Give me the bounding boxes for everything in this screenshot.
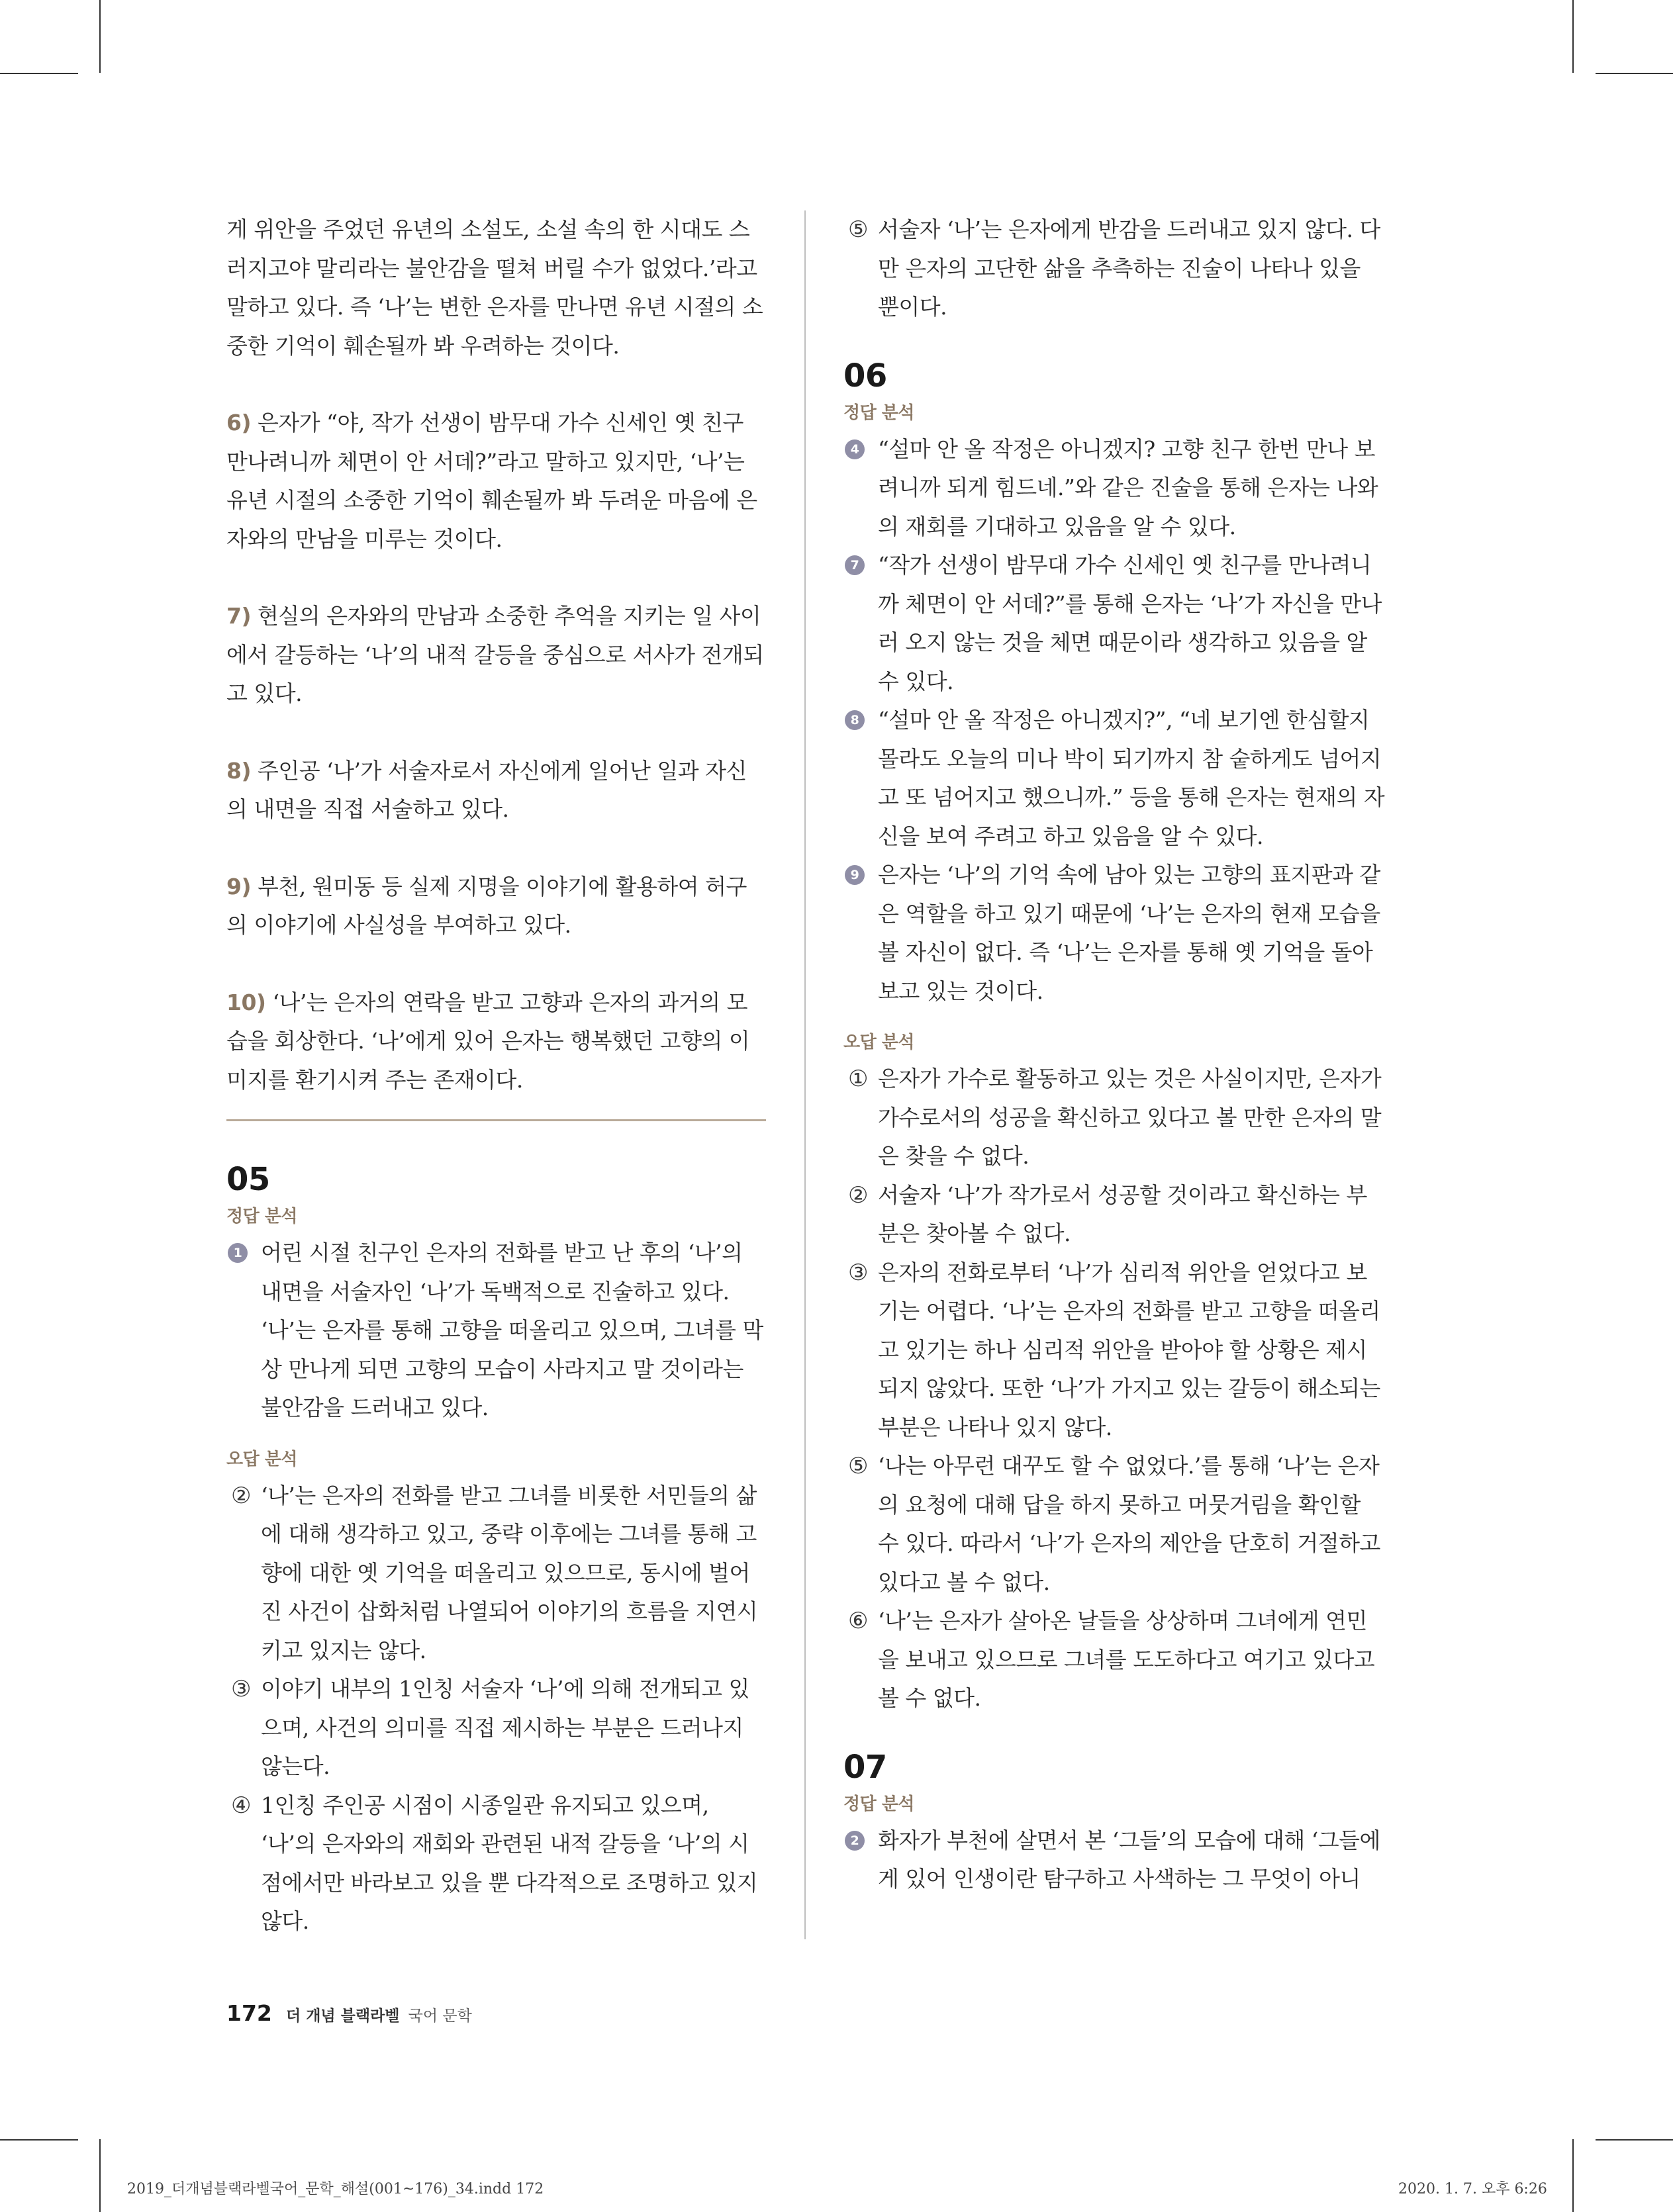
answer-item	[843, 1821, 1386, 1899]
question-number: 7)	[226, 603, 252, 629]
question-number: 8)	[226, 757, 252, 784]
answer-item	[843, 1176, 1386, 1254]
imprint-filename: 2019_더개념블랙라벨국어_문학_해설(001~176)_34.indd 172	[127, 2181, 544, 2197]
answer-marker-icon: 4	[845, 439, 865, 459]
answer-paragraph	[226, 404, 766, 559]
crop-mark	[1572, 0, 1574, 73]
answer-text: “작가 선생이 밤무대 가수 신세인 옛 친구를 만나려니까 체면이 안 서데?”를 통해 은자는 ‘나’가 자신을 만나러 오지 않는 것을 체면 때문이라 생각하고 있음을 알 수 있다.	[878, 552, 1382, 694]
answer-text: “설마 안 올 작정은 아니겠지? 고향 친구 한번 만나 보려니까 되게 힘드네.”와 같은 진술을 통해 은자는 나와의 재회를 기대하고 있음을 알 수 있다.	[878, 436, 1378, 539]
book-subject: 국어 문학	[408, 2007, 472, 2025]
answer-text: 1인칭 주인공 시점이 시종일관 유지되고 있으며, ‘나’의 은자와의 재회와 관련된 내적 갈등을 ‘나’의 시점에서만 바라보고 있을 뿐 다각적으로 조명하고 있지 않다.	[261, 1792, 758, 1934]
section-divider	[226, 1119, 766, 1121]
paragraph-text: 게 위안을 주었던 유년의 소설도, 소설 속의 한 시대도 스러지고야 말리라는 불안감을 떨쳐 버릴 수가 없었다.’라고 말하고 있다. 즉 ‘나’는 변한 은자를 만나면 유년 시절의 소중한 기억이 훼손될까 봐 우려하는 것이다.	[226, 216, 763, 359]
answer-item	[843, 430, 1386, 547]
answer-text: 은자가 가수로 활동하고 있는 것은 사실이지만, 은자가 가수로서의 성공을 확신하고 있다고 볼 만한 은자의 말은 찾을 수 없다.	[878, 1066, 1382, 1169]
answer-item	[843, 1602, 1386, 1718]
section-number: 07	[843, 1748, 887, 1786]
answer-text: “설마 안 올 작정은 아니겠지?”, “네 보기엔 한심할지 몰라도 오늘의 미나 박이 되기까지 참 숱하게도 넘어지고 또 넘어지고 했으니까.” 등을 통해 은자는 현재의 자신을 보여 주려고 하고 있음을 알 수 있다.	[878, 707, 1385, 849]
answer-text: 서술자 ‘나’는 은자에게 반감을 드러내고 있지 않다. 다만 은자의 고단한 삶을 추측하는 진술이 나타나 있을 뿐이다.	[878, 216, 1380, 320]
choice-number: ⑤	[848, 1453, 868, 1479]
answer-marker-icon: 9	[845, 865, 865, 885]
choice-number: ③	[231, 1676, 251, 1702]
choice-number: ⑥	[848, 1608, 868, 1634]
answer-text: ‘나’는 은자의 전화를 받고 그녀를 비롯한 서민들의 삶에 대해 생각하고 있고, 중략 이후에는 그녀를 통해 고향에 대한 옛 기억을 떠올리고 있으므로, 동시에 벌어진 사건이 삽화처럼 나열되어 이야기의 흐름을 지연시키고 있지는 않다.	[261, 1482, 758, 1663]
paragraph-text: 현실의 은자와의 만남과 소중한 추억을 지키는 일 사이에서 갈등하는 ‘나’의 내적 갈등을 중심으로 서사가 전개되고 있다.	[226, 603, 764, 706]
answer-paragraph	[226, 752, 766, 829]
crop-mark	[1596, 2139, 1673, 2141]
correct-analysis-label: 정답 분석	[843, 402, 915, 423]
answer-text: 은자는 ‘나’의 기억 속에 남아 있는 고향의 표지판과 같은 역할을 하고 있기 때문에 ‘나’는 은자의 현재 모습을 볼 자신이 없다. 즉 ‘나’는 은자를 통해 옛 기억을 돌아보고 있는 것이다.	[878, 862, 1380, 1004]
crop-mark	[0, 2139, 78, 2141]
answer-marker-icon: 2	[845, 1831, 865, 1851]
paragraph-text: 부천, 원미동 등 실제 지명을 이야기에 활용하여 허구의 이야기에 사실성을 부여하고 있다.	[226, 873, 747, 938]
wrong-analysis-label: 오답 분석	[843, 1033, 915, 1052]
answer-item	[226, 1234, 766, 1428]
crop-mark	[99, 0, 101, 73]
paragraph-text: 주인공 ‘나’가 서술자로서 자신에게 일어난 일과 자신의 내면을 직접 서술하고 있다.	[226, 757, 747, 822]
choice-number: ③	[848, 1259, 868, 1286]
page-number: 172	[226, 2000, 272, 2026]
answer-item	[843, 1447, 1386, 1602]
correct-analysis-label: 정답 분석	[843, 1794, 915, 1814]
answer-paragraph	[226, 984, 766, 1100]
answer-text: ‘나는 아무런 대꾸도 할 수 없었다.’를 통해 ‘나’는 은자의 요청에 대해 답을 하지 못하고 머뭇거림을 확인할 수 있다. 따라서 ‘나’가 은자의 제안을 단호히 거절하고 있다고 볼 수 없다.	[878, 1453, 1380, 1595]
wrong-analysis-label: 오답 분석	[226, 1449, 298, 1469]
answer-item	[843, 701, 1386, 856]
answer-item	[226, 1477, 766, 1671]
choice-number: ④	[231, 1792, 251, 1819]
column-divider	[804, 210, 806, 1939]
answer-item	[843, 856, 1386, 1011]
answer-text: 이야기 내부의 1인칭 서술자 ‘나’에 의해 전개되고 있으며, 사건의 의미를 직접 제시하는 부분은 드러나지 않는다.	[261, 1676, 749, 1779]
answer-item	[843, 546, 1386, 701]
section-number: 06	[843, 357, 887, 394]
answer-item	[843, 1254, 1386, 1448]
crop-mark	[1596, 73, 1673, 74]
paragraph-text: 은자가 “야, 작가 선생이 밤무대 가수 신세인 옛 친구 만나려니까 체면이 안 서데?”라고 말하고 있지만, ‘나’는 유년 시절의 소중한 기억이 훼손될까 봐 두려운 마음에 은자와의 만남을 미루는 것이다.	[226, 410, 757, 552]
question-number: 6)	[226, 410, 252, 436]
answer-item	[226, 1786, 766, 1941]
paragraph-text: ‘나’는 은자의 연락을 받고 고향과 은자의 과거의 모습을 회상한다. ‘나’에게 있어 은자는 행복했던 고향의 이미지를 환기시켜 주는 존재이다.	[226, 989, 750, 1093]
crop-mark	[0, 73, 78, 74]
answer-marker-icon: 7	[845, 555, 865, 575]
answer-item	[843, 1060, 1386, 1176]
choice-number: ②	[231, 1482, 251, 1509]
answer-text: 화자가 부천에 살면서 본 ‘그들’의 모습에 대해 ‘그들에게 있어 인생이란 탐구하고 사색하는 그 무엇이 아니	[878, 1827, 1380, 1892]
answer-paragraph	[226, 868, 766, 945]
answer-text: ‘나’는 은자가 살아온 날들을 상상하며 그녀에게 연민을 보내고 있으므로 그녀를 도도하다고 여기고 있다고 볼 수 없다.	[878, 1608, 1375, 1711]
right-column	[843, 210, 1386, 1899]
crop-mark	[99, 2139, 101, 2212]
choice-number: ⑤	[848, 216, 868, 243]
answer-marker-icon: 8	[845, 710, 865, 730]
answer-text: 어린 시절 친구인 은자의 전화를 받고 난 후의 ‘나’의 내면을 서술자인 ‘나’가 독백적으로 진술하고 있다. ‘나’는 은자를 통해 고향을 떠올리고 있으며, 그녀를 막상 만나게 되면 고향의 모습이 사라지고 말 것이라는 불안감을 드러내고 있다.	[261, 1240, 763, 1420]
answer-paragraph	[226, 597, 766, 714]
book-title: 더 개념 블랙라벨	[285, 2007, 400, 2025]
imprint-datetime: 2020. 1. 7. 오후 6:26	[1398, 2181, 1547, 2197]
answer-item	[843, 210, 1386, 327]
answer-text: 서술자 ‘나’가 작가로서 성공할 것이라고 확신하는 부분은 찾아볼 수 없다.	[878, 1181, 1367, 1246]
page-footer	[226, 2000, 472, 2033]
answer-text: 은자의 전화로부터 ‘나’가 심리적 위안을 얻었다고 보기는 어렵다. ‘나’는 은자의 전화를 받고 고향을 떠올리고 있기는 하나 심리적 위안을 받아야 할 상황은 제시되지 않았다. 또한 ‘나’가 가지고 있는 갈등이 해소되는 부분은 나타나 있지 않다.	[878, 1259, 1380, 1440]
section-number: 05	[226, 1161, 270, 1198]
question-number: 10)	[226, 989, 266, 1015]
question-number: 9)	[226, 873, 252, 899]
answer-paragraph	[226, 210, 766, 365]
answer-marker-icon: 1	[228, 1243, 248, 1263]
answer-item	[226, 1670, 766, 1786]
crop-mark	[1572, 2139, 1574, 2212]
choice-number: ①	[848, 1066, 868, 1092]
correct-analysis-label: 정답 분석	[226, 1207, 298, 1226]
choice-number: ②	[848, 1181, 868, 1209]
left-column	[226, 210, 766, 1941]
